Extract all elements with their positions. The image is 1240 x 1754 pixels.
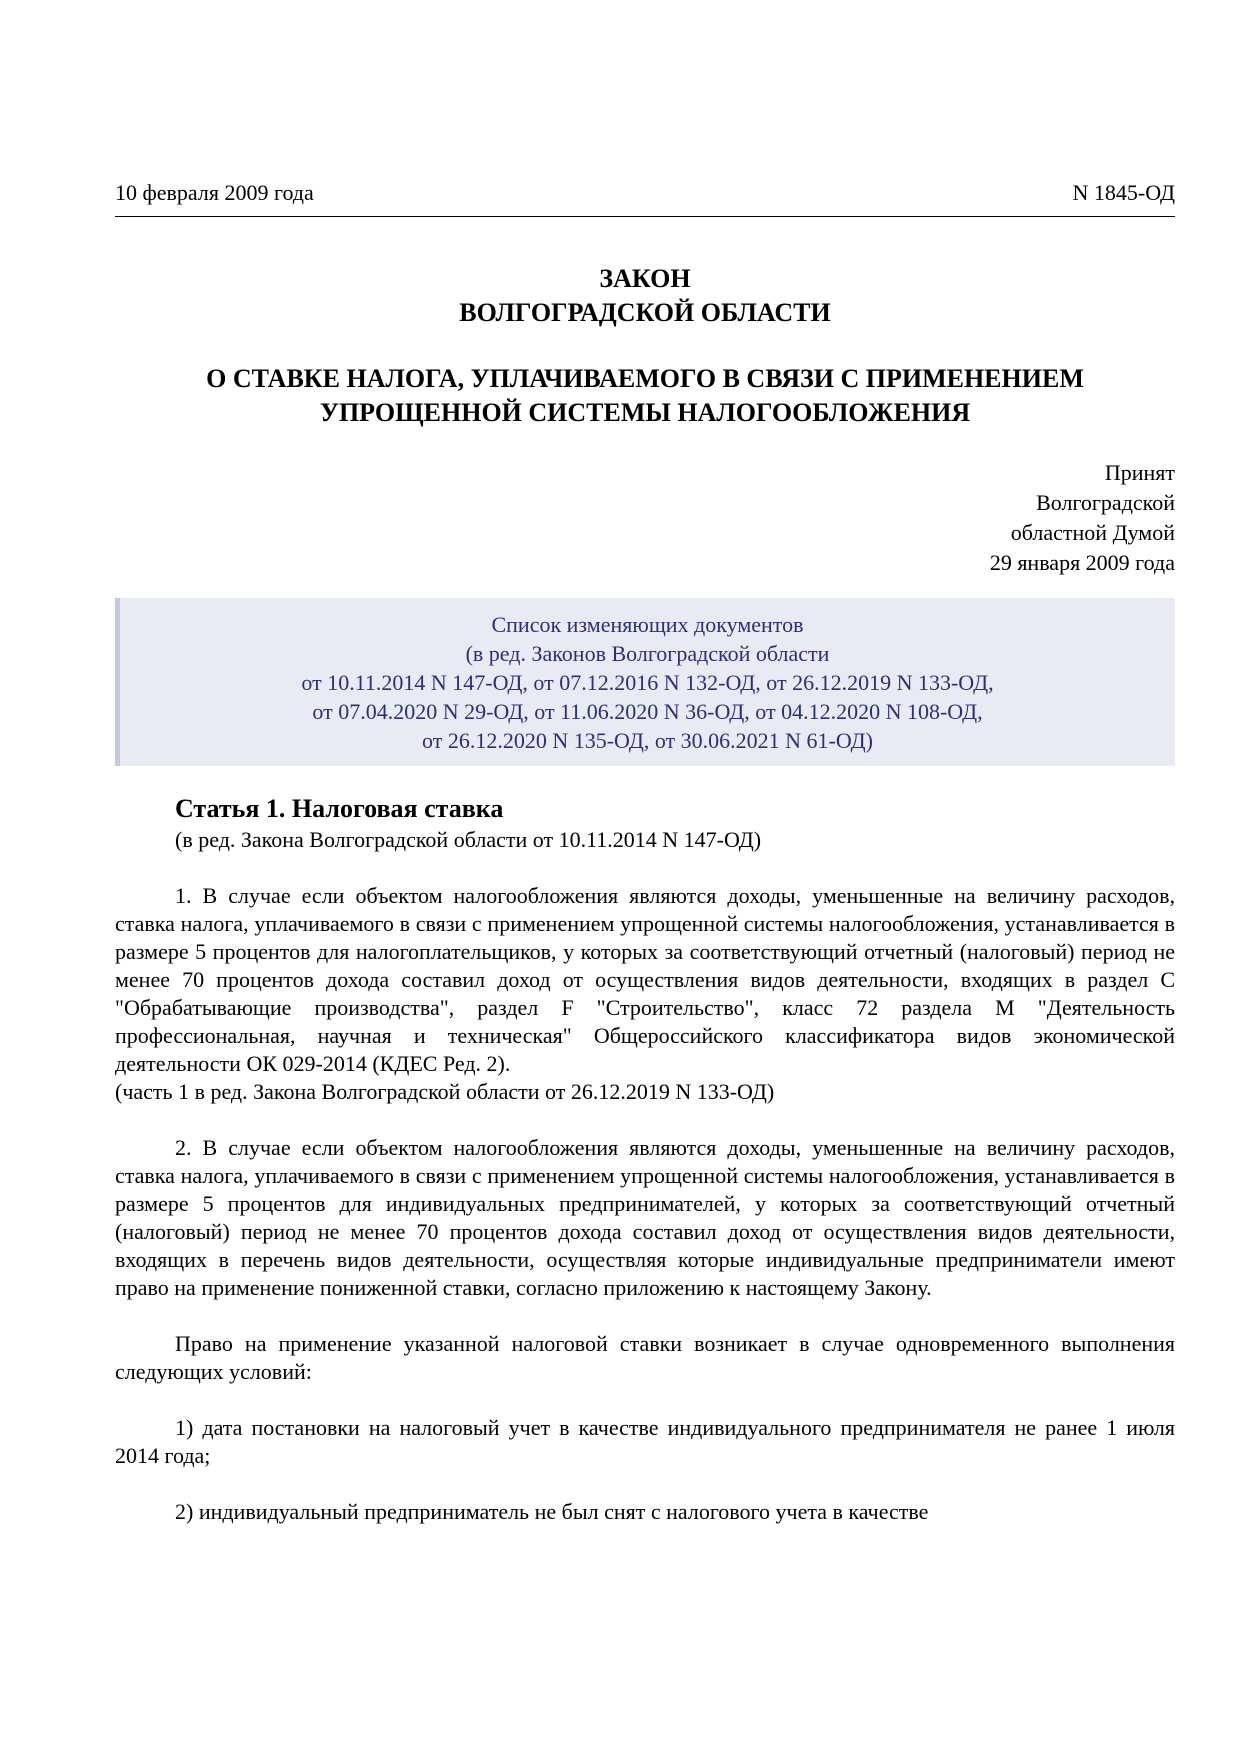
adopted-line-1: Принят [1104,460,1175,485]
amendments-line-2: (в ред. Законов Волгоградской области [465,641,830,666]
title-line-1: ЗАКОН [599,264,691,293]
header-divider [115,216,1175,217]
adopted-line-3: областной Думой [1010,520,1175,545]
amendments-line-3: от 10.11.2014 N 147-ОД, от 07.12.2016 N 132-ОД, от 26.12.2019 N 133-ОД, [301,670,994,695]
adoption-info [990,458,1175,578]
subtitle-line-2: УПРОЩЕННОЙ СИСТЕМЫ НАЛОГООБЛОЖЕНИЯ [319,398,971,427]
adopted-line-2: Волгоградской [1036,490,1175,515]
amendments-box [115,598,1175,766]
law-title [115,262,1175,430]
adopted-line-4: 29 января 2009 года [989,550,1175,575]
title-line-2: ВОЛГОГРАДСКОЙ ОБЛАСТИ [459,298,831,327]
article-title: Статья 1. Налоговая ставка [175,794,504,823]
subtitle-line-1: О СТАВКЕ НАЛОГА, УПЛАЧИВАЕМОГО В СВЯЗИ С ПРИМЕНЕНИЕМ [206,364,1084,393]
law-date: 10 февраля 2009 года [115,180,314,205]
article-note: (в ред. Закона Волгоградской области от 10.11.2014 N 147-ОД) [175,827,762,852]
paragraph-3: Право на применение указанной налоговой ставки возникает в случае одновременного выполнения следующих условий: [115,1331,1175,1384]
amendments-line-1: Список изменяющих документов [491,612,804,637]
paragraph-1-note: (часть 1 в ред. Закона Волгоградской области от 26.12.2019 N 133-ОД) [115,1079,775,1104]
paragraph-2: 2. В случае если объектом налогообложения являются доходы, уменьшенные на величину расходов, ставка налога, уплачиваемого в связи с применением упрощенной системы налогообложения, устанавливается в размере 5 процентов для индивидуальных предпринимателей, у которых за соответствующий отчетный (налоговый) период не менее 70 процентов дохода составил доход от осуществления видов деятельности, входящих в перечень видов деятельности, осуществляя которые индивидуальные предприниматели имеют право на применение пониженной ставки, согласно приложению к настоящему Закону. [115,1135,1175,1300]
paragraph-1: 1. В случае если объектом налогообложения являются доходы, уменьшенные на величину расходов, ставка налога, уплачиваемого в связи с применением упрощенной системы налогообложения, устанавливается в размере 5 процентов для налогоплательщиков, у которых за соответствующий отчетный (налоговый) период не менее 70 процентов дохода составил доход от осуществления видов деятельности, входящих в раздел C "Обрабатывающие производства", раздел F "Строительство", класс 72 раздела M "Деятельность профессиональная, научная и техническая" Общероссийского классификатора видов экономической деятельности ОК 029-2014 (КДЕС Ред. 2). [115,883,1175,1076]
amendments-line-4: от 07.04.2020 N 29-ОД, от 11.06.2020 N 36-ОД, от 04.12.2020 N 108-ОД, [312,699,983,724]
paragraph-5: 2) индивидуальный предприниматель не был снят с налогового учета в качестве [175,1499,929,1524]
article-1 [115,792,1175,1526]
amendments-line-5: от 26.12.2020 N 135-ОД, от 30.06.2021 N 61-ОД) [422,728,873,753]
paragraph-4: 1) дата постановки на налоговый учет в качестве индивидуального предпринимателя не ранее 1 июля 2014 года; [115,1415,1175,1468]
law-number: N 1845-ОД [1072,180,1175,205]
